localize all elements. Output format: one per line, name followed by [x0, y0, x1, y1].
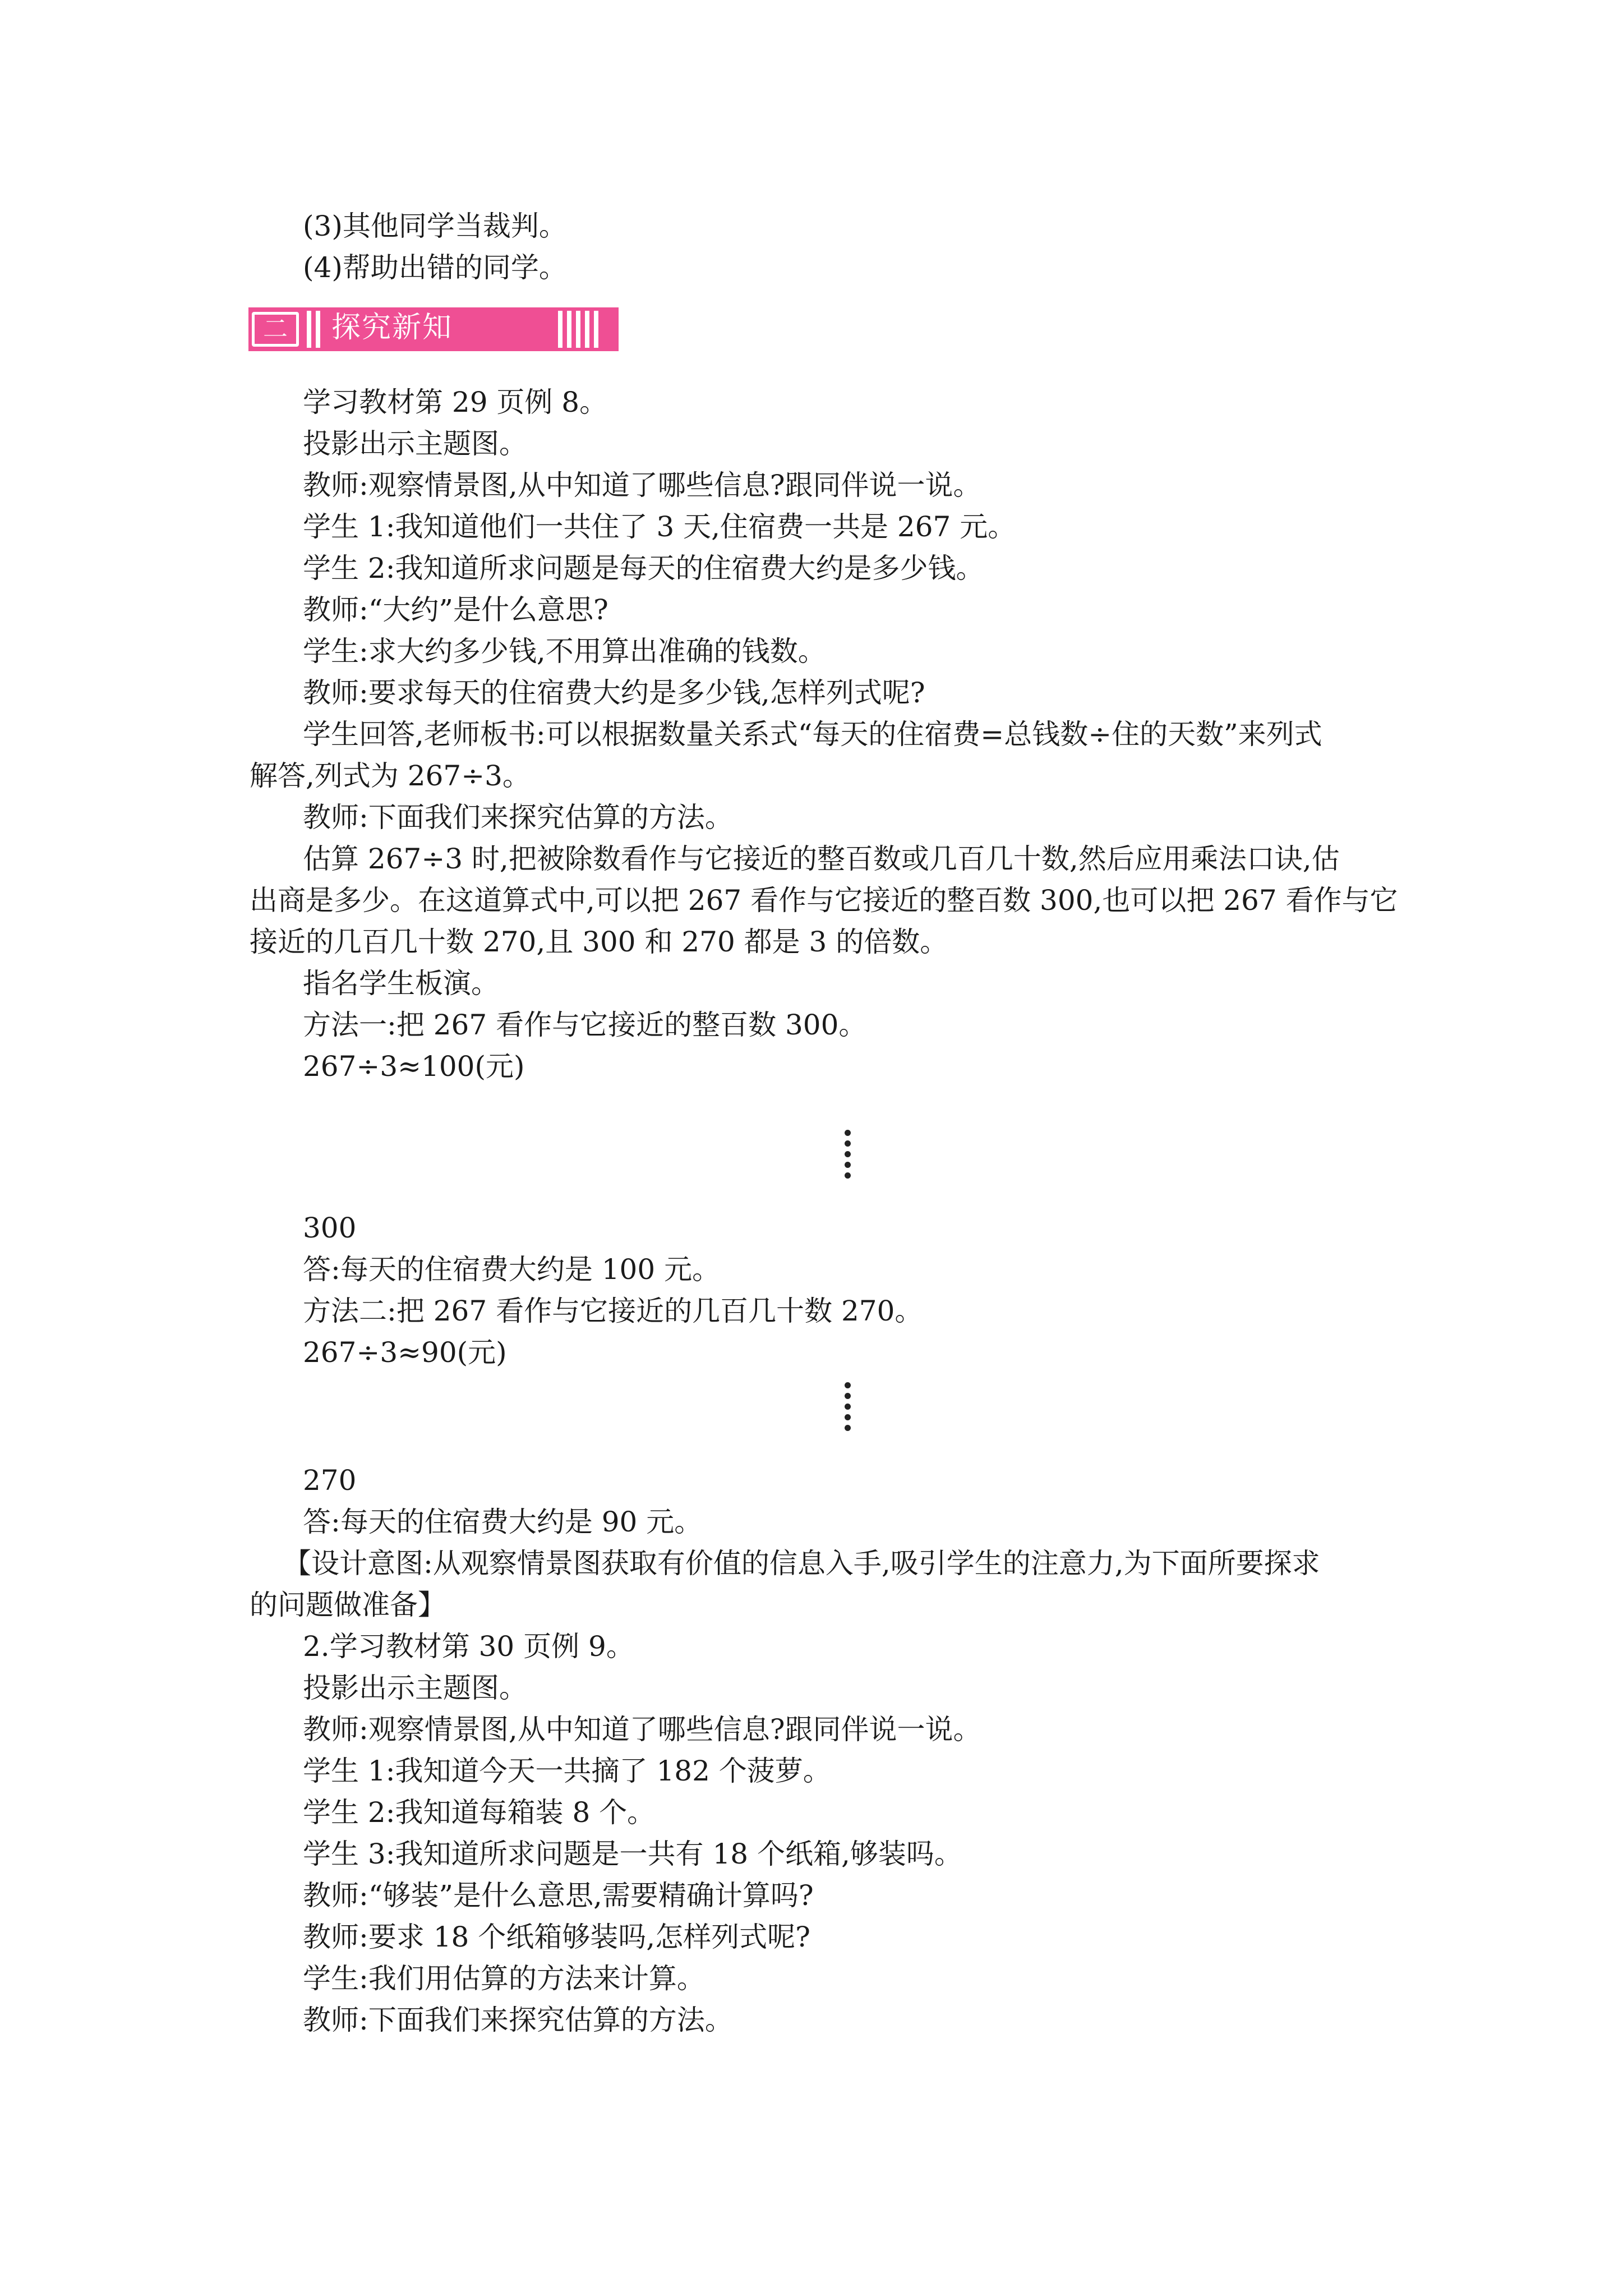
- design-intent: 的问题做准备】: [250, 1589, 446, 1621]
- vertical-dots: [843, 1382, 851, 1435]
- text-line: 学生回答,老师板书:可以根据数量关系式“每天的住宿费=总钱数÷住的天数”来列式: [303, 718, 1322, 751]
- text-line: 2.学习教材第 30 页例 9。: [303, 1630, 634, 1663]
- banner-stripe: [585, 311, 589, 348]
- banner-stripe: [567, 311, 571, 348]
- text-line: 指名学生板演。: [303, 967, 499, 1000]
- text-line: 教师:下面我们来探究估算的方法。: [303, 801, 733, 834]
- text-line: 方法一:把 267 看作与它接近的整百数 300。: [303, 1009, 867, 1041]
- text-line: 接近的几百几十数 270,且 300 和 270 都是 3 的倍数。: [250, 926, 948, 958]
- text-line: 267÷3≈90(元): [303, 1336, 507, 1369]
- text-line: 出商是多少。在这道算式中,可以把 267 看作与它接近的整百数 300,也可以把 267 看作与它: [250, 884, 1398, 917]
- text-line: (3)其他同学当裁判。: [303, 210, 567, 242]
- text-line: 投影出示主题图。: [303, 427, 527, 460]
- text-line: 教师:观察情景图,从中知道了哪些信息?跟同伴说一说。: [303, 1713, 981, 1746]
- text-line: 估算 267÷3 时,把被除数看作与它接近的整百数或几百几十数,然后应用乘法口诀,估: [303, 843, 1340, 875]
- design-intent: 【设计意图:从观察情景图获取有价值的信息入手,吸引学生的注意力,为下面所要探求: [283, 1547, 1320, 1580]
- text-line: 300: [303, 1212, 357, 1244]
- text-line: 学生 1:我知道他们一共住了 3 天,住宿费一共是 267 元。: [303, 510, 1016, 543]
- text-line: 答:每天的住宿费大约是 100 元。: [303, 1253, 721, 1286]
- text-line: 学生 2:我知道每箱装 8 个。: [303, 1796, 656, 1829]
- text-line: 答:每天的住宿费大约是 90 元。: [303, 1506, 703, 1538]
- text-line: 解答,列式为 267÷3。: [250, 760, 531, 792]
- text-line: 教师:“大约”是什么意思?: [303, 593, 608, 626]
- banner-stripe: [594, 311, 598, 348]
- text-line: 学生 2:我知道所求问题是每天的住宿费大约是多少钱。: [303, 552, 984, 585]
- banner-stripe: [576, 311, 580, 348]
- text-line: 投影出示主题图。: [303, 1672, 527, 1704]
- banner-stripe: [316, 311, 320, 348]
- banner-stripe: [558, 311, 562, 348]
- text-line: 教师:观察情景图,从中知道了哪些信息?跟同伴说一说。: [303, 469, 981, 501]
- text-line: (4)帮助出错的同学。: [303, 251, 567, 284]
- text-line: 270: [303, 1464, 357, 1497]
- text-line: 教师:下面我们来探究估算的方法。: [303, 2004, 733, 2036]
- text-line: 教师:“够装”是什么意思,需要精确计算吗?: [303, 1879, 814, 1912]
- section-number: 二: [263, 315, 288, 343]
- text-line: 学习教材第 29 页例 8。: [303, 386, 608, 418]
- text-line: 267÷3≈100(元): [303, 1050, 525, 1083]
- text-line: 学生:我们用估算的方法来计算。: [303, 1962, 705, 1995]
- text-line: 学生 3:我知道所求问题是一共有 18 个纸箱,够装吗。: [303, 1838, 962, 1870]
- section-header: [248, 307, 619, 351]
- vertical-dots: [843, 1130, 851, 1183]
- text-line: 学生:求大约多少钱,不用算出准确的钱数。: [303, 635, 826, 668]
- text-line: 学生 1:我知道今天一共摘了 182 个菠萝。: [303, 1755, 831, 1787]
- text-line: 方法二:把 267 看作与它接近的几百几十数 270。: [303, 1295, 923, 1327]
- section-number-box: [252, 312, 299, 347]
- text-line: 教师:要求每天的住宿费大约是多少钱,怎样列式呢?: [303, 677, 925, 709]
- section-title: 探究新知: [331, 311, 453, 344]
- banner-stripe: [307, 311, 311, 348]
- text-line: 教师:要求 18 个纸箱够装吗,怎样列式呢?: [303, 1921, 810, 1953]
